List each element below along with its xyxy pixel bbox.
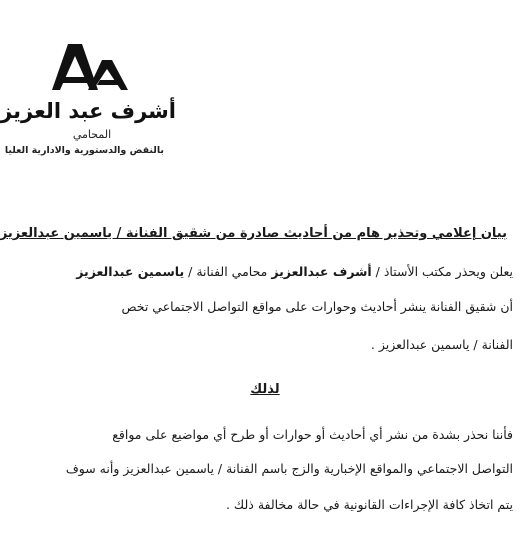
paragraph1-line3: الفنانة / ياسمين عبدالعزيز . (370, 337, 513, 352)
paragraph1-line2: أن شقيق الفنانة ينشر أحاديث وحوارات على مواقع التواصل الاجتماعي تخص (121, 299, 513, 314)
paragraph2-line2: التواصل الاجتماعي والمواقع الإخبارية والزج باسم الفنانة / ياسمين عبدالعزيز وأنه سوف (65, 461, 513, 476)
paragraph1-line1 (13, 263, 513, 281)
firm-courts: بالنقض والدستورية والادارية العليا (4, 145, 164, 156)
paragraph1-line1-start: يعلن ويحذر مكتب الأستاذ / (371, 264, 513, 279)
firm-title: المحامي (72, 128, 112, 141)
firm-logo-icon (52, 44, 128, 90)
lawyer-name: أشرف عبدالعزيز (271, 264, 372, 279)
paragraph2-line3: يتم اتخاذ كافة الإجراءات القانونية في حالة مخالفة ذلك . (225, 497, 513, 512)
paragraph1-line1-mid: محامي الفنانة / (184, 264, 272, 279)
statement-heading: بيان إعلامي وتحذير هام من أحاديث صادرة من شقيق الفنانة / ياسمين عبدالعزيز (0, 226, 507, 241)
firm-name: أشرف عبد العزيز (0, 99, 176, 123)
paragraph2-line1: فأننا نحذر بشدة من نشر أي أحاديث أو حوارات أو طرح أي مواضيع على مواقع (112, 427, 513, 442)
artist-name: ياسمين عبدالعزيز (76, 264, 185, 279)
therefore-subheading: لذلك (250, 382, 280, 397)
